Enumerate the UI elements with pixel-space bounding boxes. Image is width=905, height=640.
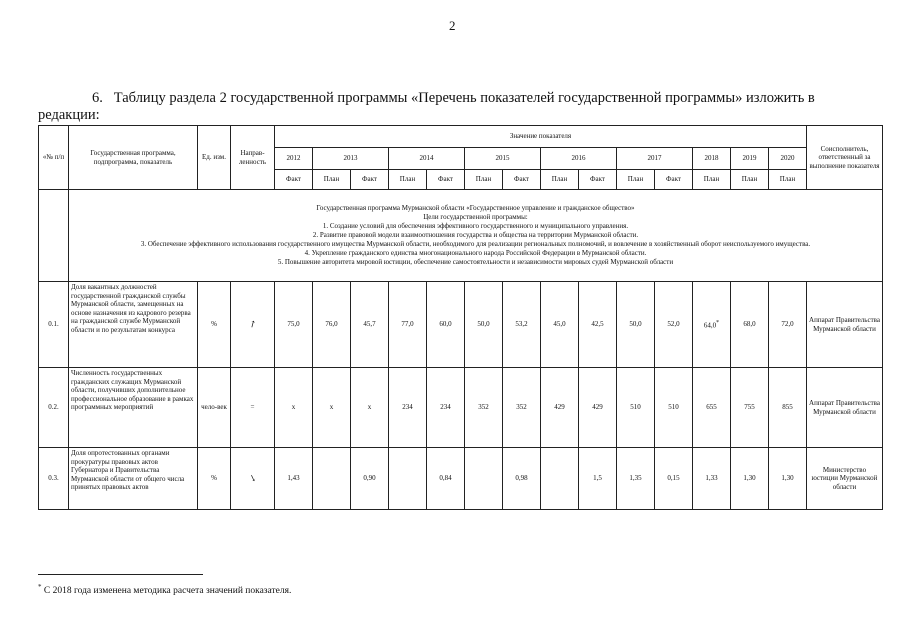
kind-header: План bbox=[693, 170, 731, 190]
program-goal: 3. Обеспечение эффективного использования государственного имущества Мурманской области, необходимого для реализации региональных полномочий, и вовлечение в хозяйственный оборот неиспользуемого имущества. bbox=[140, 240, 811, 248]
value-cell: 42,5 bbox=[579, 282, 617, 368]
page-number: 2 bbox=[449, 18, 456, 33]
row-num: 0.1. bbox=[39, 282, 69, 368]
value-cell: 0,98 bbox=[503, 448, 541, 510]
program-num-cell bbox=[39, 190, 69, 282]
year-header: 2013 bbox=[313, 148, 389, 170]
value-cell: x bbox=[275, 368, 313, 448]
heading-number: 6. bbox=[92, 90, 103, 106]
kind-header: План bbox=[769, 170, 807, 190]
table-row bbox=[39, 368, 883, 448]
row-direction-arrow-icon: ↘ bbox=[231, 448, 275, 510]
col-header-unit: Ед. изм. bbox=[198, 126, 231, 190]
value-cell: 60,0 bbox=[427, 282, 465, 368]
value-cell: 510 bbox=[655, 368, 693, 448]
value-cell: 234 bbox=[389, 368, 427, 448]
row-unit: % bbox=[198, 282, 231, 368]
value-cell: 45,0 bbox=[541, 282, 579, 368]
col-header-num: «№ п/п bbox=[39, 126, 69, 190]
value-cell: 234 bbox=[427, 368, 465, 448]
value-cell: 0,84 bbox=[427, 448, 465, 510]
row-indicator-name: Численность государственных гражданских служащих Мурманской области, получивших дополнительное профессиональное образование в рамках программных мероприятий bbox=[69, 368, 198, 448]
value-cell: 855 bbox=[769, 368, 807, 448]
kind-header: Факт bbox=[427, 170, 465, 190]
value-cell: 1,35 bbox=[617, 448, 655, 510]
row-indicator-name: Доля вакантных должностей государственной гражданской службы Мурманской области, замещенных на основе назначения из кадрового резерва на гражданской службе Мурманской области и по результатам конкурса bbox=[69, 282, 198, 368]
value-cell bbox=[465, 448, 503, 510]
heading-text: Таблицу раздела 2 государственной программы «Перечень показателей государственной программы» изложить в редакции: bbox=[38, 90, 815, 123]
col-header-name: Государственная программа, подпрограмма, показатель bbox=[69, 126, 198, 190]
value-cell-2018: 64,0* bbox=[693, 282, 731, 368]
year-header: 2014 bbox=[389, 148, 465, 170]
kind-header: План bbox=[465, 170, 503, 190]
kind-header: План bbox=[313, 170, 351, 190]
value-cell: 72,0 bbox=[769, 282, 807, 368]
value-cell: 0,15 bbox=[655, 448, 693, 510]
kind-header: Факт bbox=[579, 170, 617, 190]
value-cell: 1,30 bbox=[731, 448, 769, 510]
row-direction-arrow-icon: ↗ bbox=[231, 282, 275, 368]
value-cell: 77,0 bbox=[389, 282, 427, 368]
value-cell bbox=[389, 448, 427, 510]
row-executor: Аппарат Правительства Мурманской области bbox=[807, 282, 883, 368]
table-row bbox=[39, 282, 883, 368]
value-cell: 45,7 bbox=[351, 282, 389, 368]
year-header: 2020 bbox=[769, 148, 807, 170]
value-cell bbox=[313, 448, 351, 510]
value-cell: 53,2 bbox=[503, 282, 541, 368]
program-goal: 1. Создание условий для обеспечения эффективного государственного и муниципального управления. bbox=[322, 222, 629, 230]
program-goal: 5. Повышение авторитета мировой юстиции, обеспечение самостоятельности и независимости мировых судей Мурманской области bbox=[277, 258, 674, 266]
year-header: 2016 bbox=[541, 148, 617, 170]
value-cell: 1,43 bbox=[275, 448, 313, 510]
value-cell: 50,0 bbox=[465, 282, 503, 368]
footnote-mark: * bbox=[38, 583, 42, 591]
year-header: 2017 bbox=[617, 148, 693, 170]
kind-header: План bbox=[541, 170, 579, 190]
kind-header: План bbox=[389, 170, 427, 190]
program-goal: 2. Развитие правовой модели взаимоотношения государства и общества на территории Мурманской области. bbox=[312, 231, 639, 239]
value-cell: 0,90 bbox=[351, 448, 389, 510]
value-cell: 50,0 bbox=[617, 282, 655, 368]
program-goals-label: Цели государственной программы: bbox=[423, 213, 528, 221]
footnote-divider bbox=[38, 574, 203, 575]
indicators-table bbox=[38, 125, 883, 510]
row-num: 0.3. bbox=[39, 448, 69, 510]
row-executor: Аппарат Правительства Мурманской области bbox=[807, 368, 883, 448]
year-header: 2018 bbox=[693, 148, 731, 170]
value-cell: 75,0 bbox=[275, 282, 313, 368]
program-title: Государственная программа Мурманской области «Государственное управление и гражданское общество» bbox=[316, 204, 635, 212]
row-unit: % bbox=[198, 448, 231, 510]
col-header-direction: Направ-ленность bbox=[231, 126, 275, 190]
row-executor: Министерство юстиции Мурманской области bbox=[807, 448, 883, 510]
value-cell: 1,30 bbox=[769, 448, 807, 510]
row-indicator-name: Доля опротестованных органами прокуратуры правовых актов Губернатора и Правительства Мурманской области от общего числа принятых правовых актов bbox=[69, 448, 198, 510]
value-cell: 510 bbox=[617, 368, 655, 448]
value-cell: 655 bbox=[693, 368, 731, 448]
section-heading bbox=[38, 90, 868, 124]
value-cell: 52,0 bbox=[655, 282, 693, 368]
value-cell bbox=[541, 448, 579, 510]
kind-header: Факт bbox=[655, 170, 693, 190]
footnote-mark: * bbox=[716, 320, 720, 327]
kind-header: Факт bbox=[503, 170, 541, 190]
value-cell: 1,33 bbox=[693, 448, 731, 510]
kind-header: Факт bbox=[351, 170, 389, 190]
program-description bbox=[69, 190, 883, 282]
kind-header: План bbox=[617, 170, 655, 190]
value-cell: x bbox=[351, 368, 389, 448]
col-header-values: Значение показателя bbox=[275, 126, 807, 148]
value-cell: 429 bbox=[541, 368, 579, 448]
value-cell: x bbox=[313, 368, 351, 448]
program-goal: 4. Укрепление гражданского единства многонационального народа Российской Федерации в Мурманской области. bbox=[304, 249, 647, 257]
kind-header: План bbox=[731, 170, 769, 190]
row-num: 0.2. bbox=[39, 368, 69, 448]
value-cell: 755 bbox=[731, 368, 769, 448]
value-cell: 68,0 bbox=[731, 282, 769, 368]
year-header: 2012 bbox=[275, 148, 313, 170]
value-cell: 352 bbox=[465, 368, 503, 448]
row-direction-equal-icon: = bbox=[231, 368, 275, 448]
year-header: 2015 bbox=[465, 148, 541, 170]
footnote-text: С 2018 года изменена методика расчета значений показателя. bbox=[43, 586, 292, 597]
value-cell: 429 bbox=[579, 368, 617, 448]
table-row bbox=[39, 448, 883, 510]
value-cell: 352 bbox=[503, 368, 541, 448]
value-cell: 76,0 bbox=[313, 282, 351, 368]
kind-header: Факт bbox=[275, 170, 313, 190]
footnote bbox=[38, 583, 291, 596]
year-header: 2019 bbox=[731, 148, 769, 170]
value-cell: 1,5 bbox=[579, 448, 617, 510]
col-header-executor: Соисполнитель, ответственный за выполнение показателя bbox=[807, 126, 883, 190]
row-unit: чело-век bbox=[198, 368, 231, 448]
